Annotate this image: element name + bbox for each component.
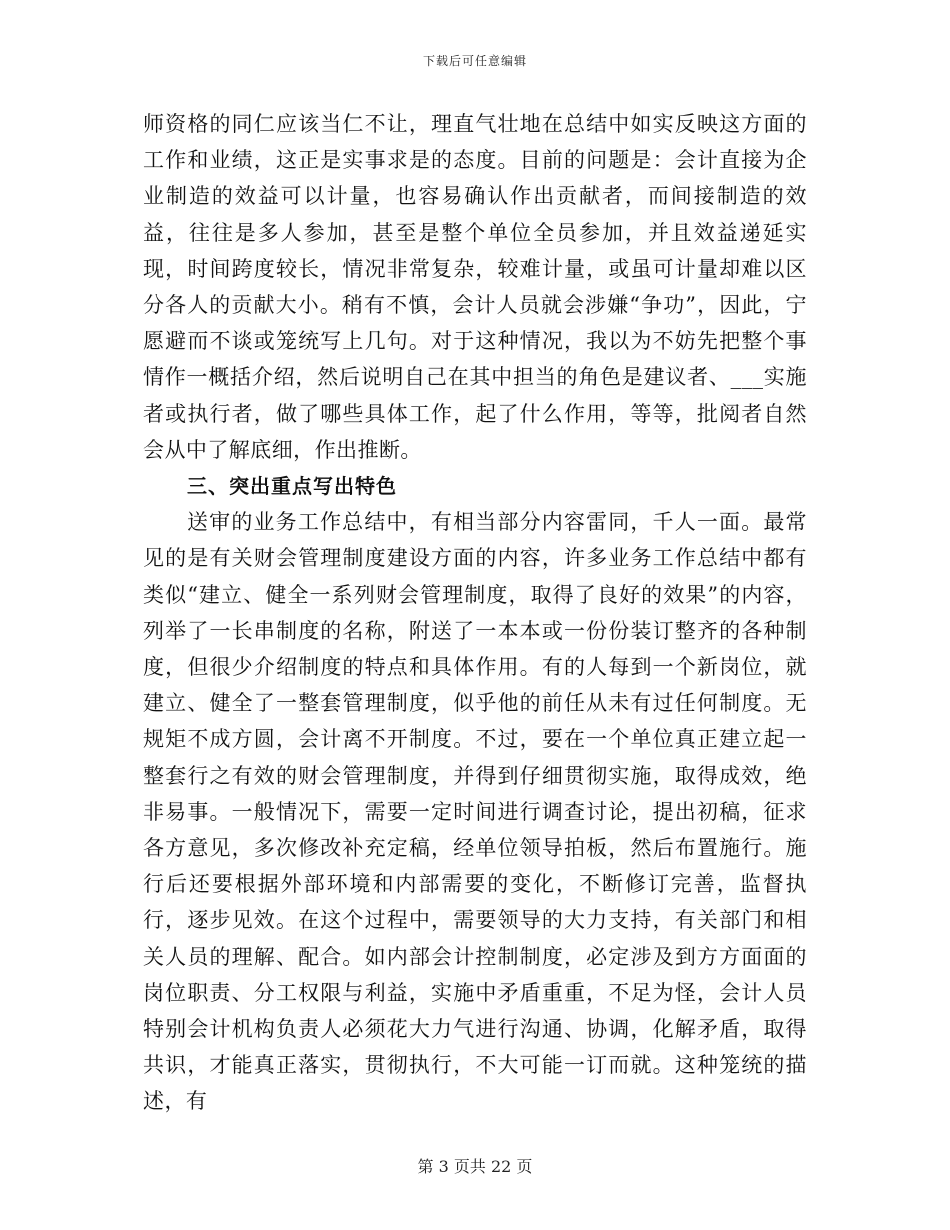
body-paragraph-continued: 师资格的同仁应该当仁不让，理直气壮地在总结中如实反映这方面的工作和业绩，这正是实事求是的态度。目前的问题是：会计直接为企业制造的效益可以计量，也容易确认作出贡献者，而间接制造的效益，往往是多人参加，甚至是整个单位全员参加，并且效益递延实现，时间跨度较长，情况非常复杂，较难计量，或虽可计量却难以区分各人的贡献大小。稍有不慎，会计人员就会涉嫌“争功”，因此，宁愿避而不谈或笼统写上几句。对于这种情况，我以为不妨先把整个事情作一概括介绍，然后说明自己在其中担当的角色是建议者、___实施者或执行者，做了哪些具体工作，起了什么作用，等等，批阅者自然会从中了解底细，作出推断。 [143,112,807,462]
document-body [143,106,807,1120]
section-heading: 三、突出重点写出特色 [187,474,397,499]
page-header: 下载后可任意编辑 [422,54,527,68]
page-number-footer: 第 3 页共 22 页 [417,1157,533,1176]
body-paragraph: 送审的业务工作总结中，有相当部分内容雷同，千人一面。最常见的是有关财会管理制度建设方面的内容，许多业务工作总结中都有类似“建立、健全一系列财会管理制度，取得了良好的效果”的内容，列举了一长串制度的名称，附送了一本本或一份份装订整齐的各种制度，但很少介绍制度的特点和具体作用。有的人每到一个新岗位，就建立、健全了一整套管理制度，似乎他的前任从未有过任何制度。无规矩不成方圆，会计离不开制度。不过，要在一个单位真正建立起一整套行之有效的财会管理制度，并得到仔细贯彻实施，取得成效，绝非易事。一般情况下，需要一定时间进行调查讨论，提出初稿，征求各方意见，多次修改补充定稿，经单位领导拍板，然后布置施行。施行后还要根据外部环境和内部需要的变化，不断修订完善，监督执行，逐步见效。在这个过程中，需要领导的大力支持，有关部门和相关人员的理解、配合。如内部会计控制制度，必定涉及到方方面面的岗位职责、分工权限与利益，实施中矛盾重重，不足为怪，会计人员特别会计机构负责人必须花大力气进行沟通、协调，化解矛盾，取得共识，才能真正落实，贯彻执行，不大可能一订而就。这种笼统的描述，有 [143,510,807,1114]
